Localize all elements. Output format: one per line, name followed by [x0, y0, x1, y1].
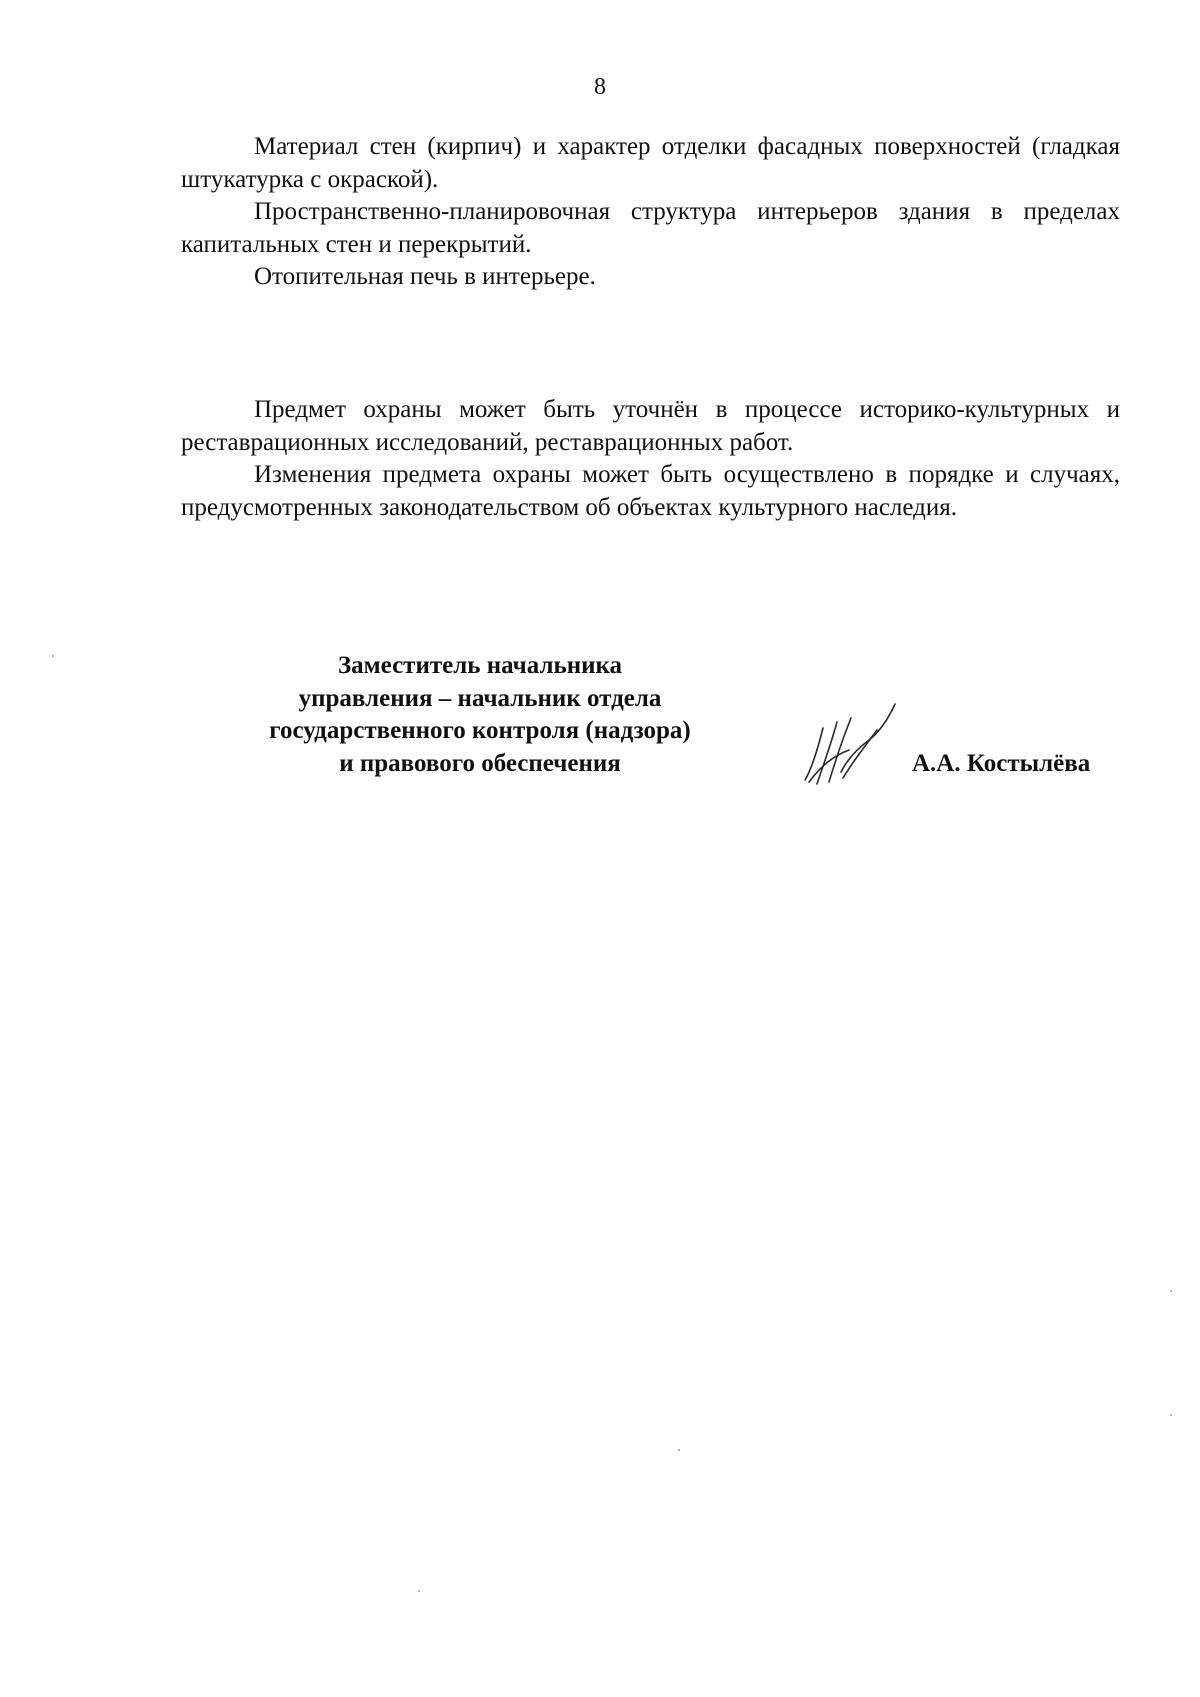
position-line: и правового обеспечения	[339, 749, 621, 777]
paragraph-interior-structure: Пространственно-планировочная структура интерьеров здания в пределах капитальных стен и перекрытий.	[181, 198, 1120, 258]
paragraph-clarification: Предмет охраны может быть уточнён в процессе историко-культурных и реставрационных исследований, реставрационных работ.	[181, 396, 1120, 456]
scan-speck	[1170, 1290, 1172, 1292]
position-line: Заместитель начальника	[337, 652, 623, 679]
scan-speck	[418, 1590, 420, 1592]
position-line: государственного контроля (надзора)	[269, 717, 691, 744]
protected-features-list	[181, 131, 1120, 294]
position-line: управления – начальник отдела	[298, 684, 662, 712]
clarification-section	[181, 394, 1120, 524]
paragraph-changes: Изменения предмета охраны может быть осуществлено в порядке и случаях, предусмотренных законодательством об объектах культурного наследия.	[181, 461, 1120, 521]
scan-speck	[1170, 1414, 1172, 1416]
page-number: 8	[594, 74, 606, 100]
paragraph-wall-material: Материал стен (кирпич) и характер отделки фасадных поверхностей (гладкая штукатурка с окраской).	[181, 133, 1120, 193]
signatory-position	[190, 650, 770, 780]
paragraph-heating-stove: Отопительная печь в интерьере.	[254, 263, 596, 290]
scan-speck	[678, 1449, 680, 1451]
signer-name: А.А. Костылёва	[912, 750, 1091, 777]
scan-speck	[52, 655, 54, 657]
handwritten-signature	[803, 700, 913, 790]
